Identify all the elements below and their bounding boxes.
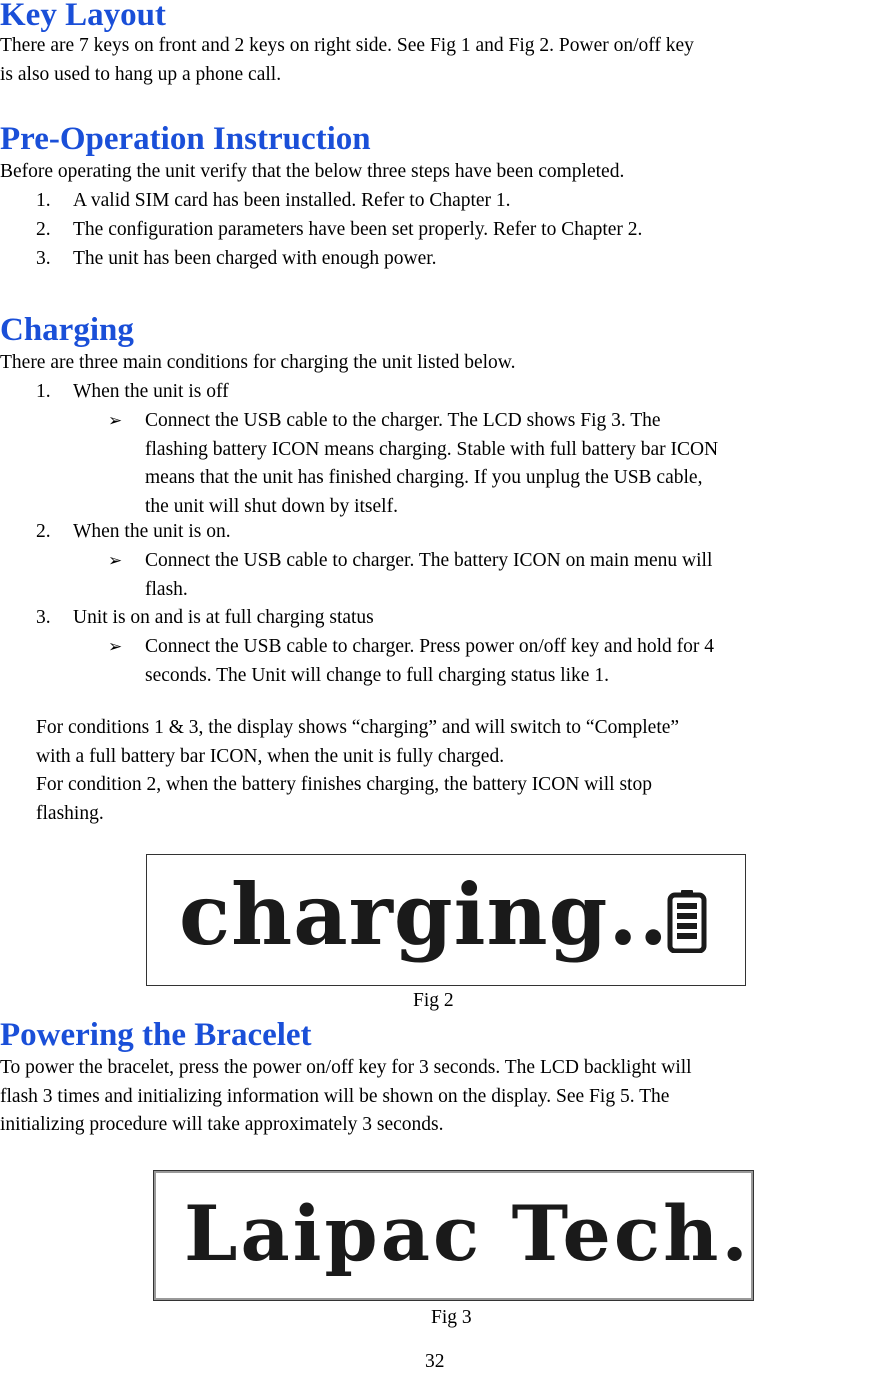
step-number: 1. [36, 190, 51, 211]
heading-powering: Powering the Bracelet [0, 1017, 312, 1053]
bullet-line: Connect the USB cable to charger. The battery ICON on main menu will [145, 550, 713, 571]
bullet-line: flash. [145, 578, 188, 600]
heading-key-layout: Key Layout [0, 0, 166, 33]
step-text: A valid SIM card has been installed. Refer to Chapter 1. [73, 190, 511, 211]
powering-line: To power the bracelet, press the power on/off key for 3 seconds. The LCD backlight will [0, 1057, 692, 1078]
powering-line: initializing procedure will take approximately 3 seconds. [0, 1114, 444, 1135]
step-number: 2. [36, 219, 51, 240]
condition-number: 3. [36, 607, 51, 628]
note-line: For conditions 1 & 3, the display shows “charging” and will switch to “Complete” [36, 717, 680, 738]
lcd-figure-laipac [153, 1170, 754, 1301]
step-text: The configuration parameters have been set properly. Refer to Chapter 2. [73, 219, 643, 240]
step-number: 3. [36, 248, 51, 269]
bullet-line: Connect the USB cable to the charger. The LCD shows Fig 3. The [145, 410, 661, 431]
lcd-laipac-text: Laipac Tech. [184, 1189, 751, 1278]
lcd-figure-charging [146, 854, 746, 986]
condition-bullet-text [145, 547, 865, 604]
lcd-charging-text: charging.. [179, 865, 669, 964]
note-line: For condition 2, when the battery finishes charging, the battery ICON will stop [36, 774, 652, 795]
condition-number: 2. [36, 521, 51, 542]
arrow-bullet-icon: ➢ [108, 411, 123, 430]
condition-bullet-text [145, 633, 865, 690]
powering-line: flash 3 times and initializing information will be shown on the display. See Fig 5. The [0, 1085, 670, 1107]
key-layout-line-1: There are 7 keys on front and 2 keys on right side. See Fig 1 and Fig 2. Power on/off key [0, 35, 694, 56]
figure-caption-fig2: Fig 2 [413, 990, 454, 1011]
key-layout-line-2: is also used to hang up a phone call. [0, 64, 282, 85]
bullet-line: the unit will shut down by itself. [145, 495, 398, 517]
note-line: with a full battery bar ICON, when the unit is fully charged. [36, 745, 505, 767]
heading-charging: Charging [0, 312, 134, 348]
figure-caption-fig3: Fig 3 [431, 1307, 472, 1328]
condition-label: Unit is on and is at full charging status [73, 607, 374, 628]
step-text: The unit has been charged with enough power. [73, 248, 437, 269]
heading-pre-operation: Pre-Operation Instruction [0, 121, 371, 157]
pre-operation-intro: Before operating the unit verify that the below three steps have been completed. [0, 161, 625, 182]
charging-intro: There are three main conditions for charging the unit listed below. [0, 352, 516, 373]
charging-note [36, 714, 679, 828]
page-number: 32 [425, 1351, 445, 1372]
condition-number: 1. [36, 381, 51, 402]
bullet-line: seconds. The Unit will change to full charging status like 1. [145, 664, 609, 686]
condition-label: When the unit is off [73, 381, 229, 402]
bullet-line: flashing battery ICON means charging. Stable with full battery bar ICON [145, 438, 719, 460]
battery-full-icon [667, 889, 707, 953]
condition-bullet-text [145, 407, 865, 521]
bullet-line: means that the unit has finished charging. If you unplug the USB cable, [145, 467, 703, 488]
arrow-bullet-icon: ➢ [108, 637, 123, 656]
powering-paragraph [0, 1054, 692, 1140]
note-line: flashing. [36, 802, 104, 824]
arrow-bullet-icon: ➢ [108, 551, 123, 570]
bullet-line: Connect the USB cable to charger. Press power on/off key and hold for 4 [145, 636, 714, 657]
condition-label: When the unit is on. [73, 521, 231, 542]
